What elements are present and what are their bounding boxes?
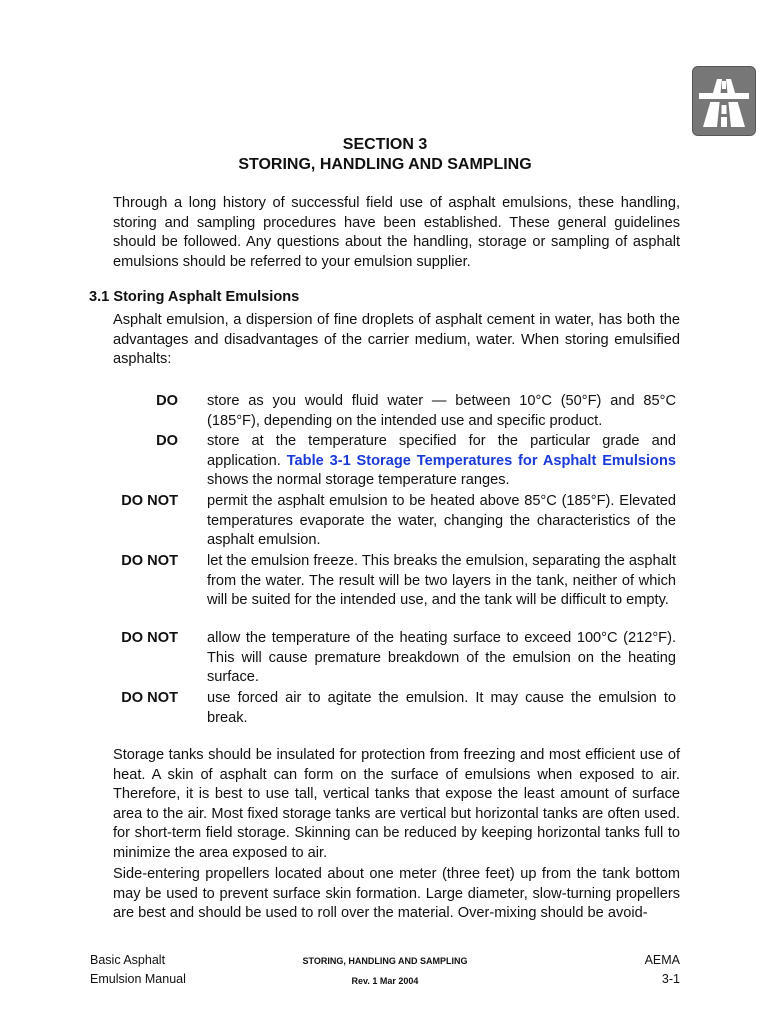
propellers-paragraph: Side-entering propellers located about one meter (three feet) up from the tank bottom may be used to prevent surface skin formation. Large diameter, slow-turning propellers are best and should be used to roll over the material. Over-mixing should be avoid-: [113, 866, 680, 921]
rule-text: use forced air to agitate the emulsion. It may cause the emulsion to break.: [207, 690, 676, 726]
rule-text-before-link: store at the temperature specified for the particular grade and application.: [207, 433, 676, 469]
intro-paragraph: Through a long history of successful field use of asphalt emulsions, these handling, storing and sampling procedures have been established. These general guidelines should be followed. Any questions about the handling, storage or sampling of asphalt emulsions should be referred to your emulsion supplier.: [113, 195, 680, 270]
highway-road-icon: [692, 66, 756, 136]
rule-text: permit the asphalt emulsion to be heated above 85°C (185°F). Elevated temperatures evaporate the water, changing the characteristics of the asphalt emulsion.: [207, 493, 676, 548]
section-title: STORING, HANDLING AND SAMPLING: [238, 156, 532, 173]
footer-section-title: STORING, HANDLING AND SAMPLING: [302, 956, 468, 966]
rule-text-after-link: shows the normal storage temperature ranges.: [207, 472, 510, 488]
rule-label: DO: [156, 433, 178, 449]
footer-publisher: AEMA: [644, 953, 680, 967]
footer-manual-title-line2: Emulsion Manual: [90, 972, 186, 986]
table-3-1-link[interactable]: Table 3-1 Storage Temperatures for Asphalt Emulsions: [286, 452, 676, 469]
rule-label: DO NOT: [121, 553, 178, 569]
rule-label: DO NOT: [121, 493, 178, 509]
rule-label: DO NOT: [121, 690, 178, 706]
section-number: SECTION 3: [342, 136, 428, 153]
rule-text: let the emulsion freeze. This breaks the emulsion, separating the asphalt from the water. The result will be two layers in the tank, neither of which will be suited for the intended use, and the tank will be difficult to empty.: [207, 553, 676, 608]
subsection-heading: 3.1 Storing Asphalt Emulsions: [89, 289, 300, 305]
rule-label: DO NOT: [121, 630, 178, 646]
rule-text: allow the temperature of the heating surface to exceed 100°C (212°F). This will cause premature breakdown of the emulsion on the heating surface.: [207, 630, 676, 685]
subsection-intro-paragraph: Asphalt emulsion, a dispersion of fine droplets of asphalt cement in water, has both the advantages and disadvantages of the carrier medium, water. When storing emulsified asphalts:: [113, 312, 680, 367]
storage-tanks-paragraph: Storage tanks should be insulated for protection from freezing and most efficient use of heat. A skin of asphalt can form on the surface of emulsions when exposed to air. Therefore, it is best to use tall, vertical tanks that expose the least amount of surface area to the air. Most fixed storage tanks are vertical but horizontal tanks are often used. for short-term field storage. Skinning can be reduced by keeping horizontal tanks full to minimize the area exposed to air.: [113, 747, 680, 861]
footer-revision: Rev. 1 Mar 2004: [351, 976, 419, 986]
rule-label: DO: [156, 393, 178, 409]
footer-manual-title-line1: Basic Asphalt: [90, 953, 166, 967]
rule-text: [207, 432, 676, 491]
footer-page-number: 3-1: [661, 972, 680, 986]
rule-text: store as you would fluid water — between 10°C (50°F) and 85°C (185°F), depending on the intended use and specific product.: [207, 393, 676, 429]
